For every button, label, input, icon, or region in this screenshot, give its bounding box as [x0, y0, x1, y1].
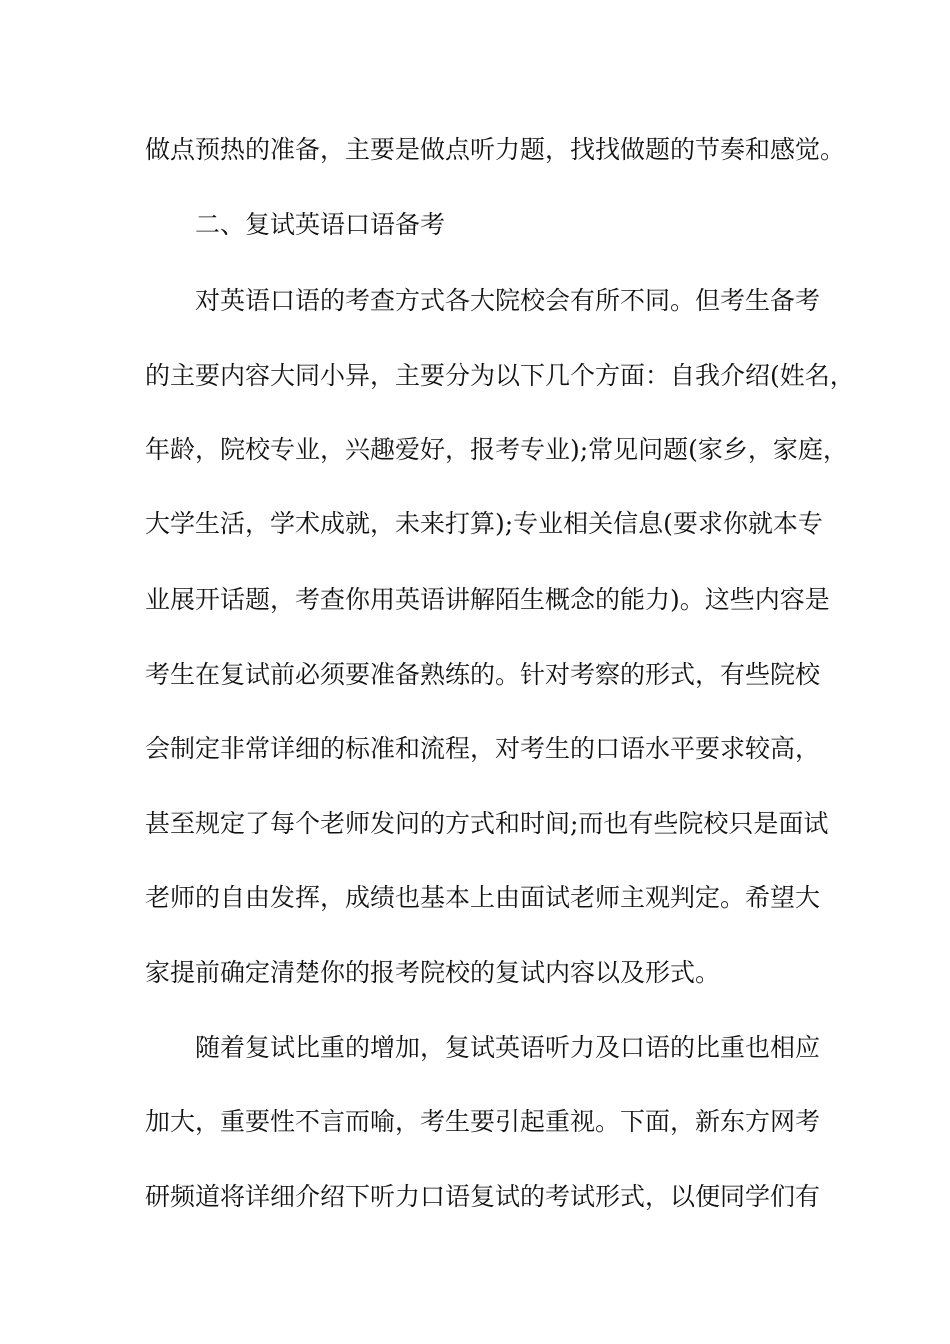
text-line-14: 加大，重要性不言而喻，考生要引起重视。下面，新东方网考 [145, 1107, 821, 1136]
text-line-11: 老师的自由发挥，成绩也基本上由面试老师主观判定。希望大 [145, 883, 821, 912]
text-line-1: 做点预热的准备，主要是做点听力题，找找做题的节奏和感觉。 [145, 135, 846, 164]
text-line-8: 考生在复试前必须要准备熟练的。针对考察的形式，有些院校 [145, 660, 821, 689]
text-line-12: 家提前确定清楚你的报考院校的复试内容以及形式。 [145, 958, 721, 987]
text-line-7: 业展开话题，考查你用英语讲解陌生概念的能力)。这些内容是 [145, 585, 830, 614]
text-line-5: 年龄，院校专业，兴趣爱好，报考专业);常见问题(家乡，家庭， [145, 435, 848, 464]
text-line-9: 会制定非常详细的标准和流程，对考生的口语水平要求较高， [145, 734, 821, 763]
text-line-13: 随着复试比重的增加，复试英语听力及口语的比重也相应 [195, 1033, 821, 1062]
text-line-15: 研频道将详细介绍下听力口语复试的考试形式，以便同学们有 [145, 1182, 821, 1211]
text-line-6: 大学生活，学术成就，未来打算);专业相关信息(要求你就本专 [145, 509, 823, 538]
text-line-10: 甚至规定了每个老师发问的方式和时间;而也有些院校只是面试 [145, 809, 829, 838]
text-line-4: 的主要内容大同小异，主要分为以下几个方面：自我介绍(姓名， [145, 361, 855, 390]
section-heading: 二、复试英语口语备考 [195, 210, 446, 239]
text-line-3: 对英语口语的考查方式各大院校会有所不同。但考生备考 [195, 286, 821, 315]
